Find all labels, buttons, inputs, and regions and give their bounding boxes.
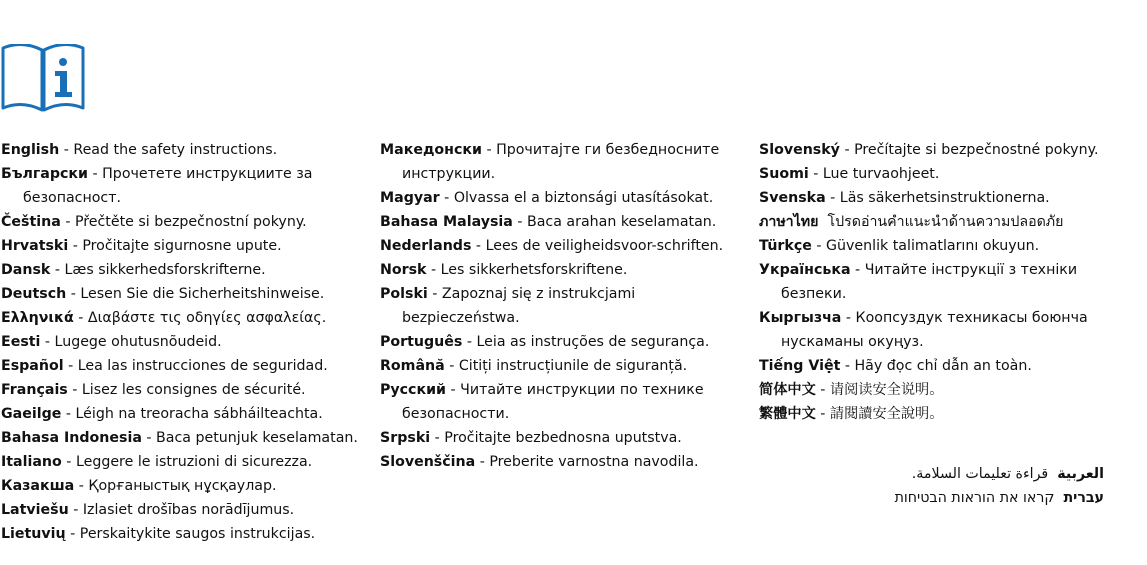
language-entry: Русский - Читайте инструкции по технике безопасности. bbox=[380, 382, 704, 422]
language-entry: English - Read the safety instructions. bbox=[1, 142, 278, 158]
language-entry: Latviešu - Izlasiet drošības norādījumus. bbox=[1, 502, 295, 518]
instruction-text: Prečítajte si bezpečnostné pokyny. bbox=[854, 142, 1099, 158]
language-entry bbox=[759, 210, 1139, 234]
language-entry: Македонски - Прочитајте ги безбедносните инструкции. bbox=[380, 142, 720, 182]
language-entry: 繁體中文 - 請閱讀安全說明。 bbox=[759, 406, 944, 422]
language-column-3 bbox=[759, 138, 1139, 426]
instruction-text: Hãy đọc chỉ dẫn an toàn. bbox=[854, 358, 1032, 374]
language-name: Français bbox=[1, 382, 68, 398]
language-entry: Ελληνικά - Διαβάστε τις οδηγίες ασφαλείας. bbox=[1, 310, 327, 326]
instruction-text: Les sikkerhetsforskriftene. bbox=[440, 262, 628, 278]
instruction-text: Läs säkerhetsinstruktionerna. bbox=[839, 190, 1050, 206]
language-entry: Suomi - Lue turvaohjeet. bbox=[759, 166, 940, 182]
language-entry: Română - Citiți instrucțiunile de siguranță. bbox=[380, 358, 688, 374]
language-entry: Bahasa Malaysia - Baca arahan keselamatan. bbox=[380, 214, 717, 230]
instruction-text: Leia as instruções de segurança. bbox=[476, 334, 710, 350]
language-entry: Dansk - Læs sikkerhedsforskrifterne. bbox=[1, 262, 266, 278]
instruction-text: Lisez les consignes de sécurité. bbox=[81, 382, 306, 398]
language-name: Lietuvių bbox=[1, 526, 66, 542]
language-entry: Кыргызча - Коопсуздук техникасы боюнча нускаманы окуңуз. bbox=[759, 310, 1088, 350]
language-name: Español bbox=[1, 358, 64, 374]
language-name: 繁體中文 bbox=[759, 406, 816, 422]
language-entry: Hrvatski - Pročitajte sigurnosne upute. bbox=[1, 238, 282, 254]
language-name: Türkçe bbox=[759, 238, 812, 254]
instruction-text: Olvassa el a biztonsági utasításokat. bbox=[453, 190, 714, 206]
language-name: עברית bbox=[1063, 490, 1104, 506]
language-entry: Slovenský - Prečítajte si bezpečnostné pokyny. bbox=[759, 142, 1099, 158]
language-entry: Srpski - Pročitajte bezbednosna uputstva. bbox=[380, 430, 682, 446]
language-entry: Français - Lisez les consignes de sécurité. bbox=[1, 382, 306, 398]
language-entry: Tiếng Việt - Hãy đọc chỉ dẫn an toàn. bbox=[759, 358, 1032, 374]
instruction-text: 請閱讀安全說明。 bbox=[829, 406, 944, 422]
language-name: Polski bbox=[380, 286, 428, 302]
instruction-text: Preberite varnostna navodila. bbox=[489, 454, 699, 470]
language-entry: Svenska - Läs säkerhetsinstruktionerna. bbox=[759, 190, 1050, 206]
language-name: Norsk bbox=[380, 262, 427, 278]
language-entry: Polski - Zapoznaj się z instrukcjami bezpieczeństwa. bbox=[380, 286, 636, 326]
language-column-2 bbox=[380, 138, 750, 474]
language-entry-hebrew bbox=[895, 486, 1104, 510]
language-name: Dansk bbox=[1, 262, 51, 278]
language-name: Srpski bbox=[380, 430, 431, 446]
language-name: Slovenščina bbox=[380, 454, 476, 470]
language-name: Українська bbox=[759, 262, 851, 278]
instruction-text: Прочитајте ги безбедносните инструкции. bbox=[402, 142, 720, 182]
language-name: Македонски bbox=[380, 142, 482, 158]
instruction-text: Léigh na treoracha sábháilteachta. bbox=[75, 406, 323, 422]
instruction-text: Güvenlik talimatlarını okuyun. bbox=[826, 238, 1040, 254]
language-entry: Gaeilge - Léigh na treoracha sábháilteachta. bbox=[1, 406, 323, 422]
language-name: Hrvatski bbox=[1, 238, 69, 254]
language-entry: Lietuvių - Perskaitykite saugos instrukcijas. bbox=[1, 526, 316, 542]
instruction-text: Читайте інструкції з техніки безпеки. bbox=[781, 262, 1078, 302]
instruction-text: Коопсуздук техникасы боюнча нускаманы окуңуз. bbox=[781, 310, 1088, 350]
instruction-text: Lea las instrucciones de seguridad. bbox=[77, 358, 328, 374]
language-name: Slovenský bbox=[759, 142, 840, 158]
language-name: Ελληνικά bbox=[1, 310, 74, 326]
language-name: Казакша bbox=[1, 478, 75, 494]
instruction-text: Читайте инструкции по технике безопасности. bbox=[402, 382, 704, 422]
instruction-text: Read the safety instructions. bbox=[73, 142, 278, 158]
language-name: Deutsch bbox=[1, 286, 67, 302]
instruction-text: Қорғаныстық нұсқаулар. bbox=[88, 478, 277, 494]
instruction-text: Pročitajte sigurnosne upute. bbox=[82, 238, 282, 254]
language-entry: Bahasa Indonesia - Baca petunjuk keselamatan. bbox=[1, 430, 358, 446]
instruction-text: Zapoznaj się z instrukcjami bezpieczeństwa. bbox=[402, 286, 636, 326]
language-name: العربية bbox=[1057, 466, 1104, 482]
language-entry: Български - Прочетете инструкциите за безопасност. bbox=[1, 166, 313, 206]
instruction-text: קראו את הוראות הבטיחות bbox=[894, 490, 1055, 506]
info-manual-icon bbox=[0, 44, 86, 114]
language-entry: Slovenščina - Preberite varnostna navodila. bbox=[380, 454, 699, 470]
language-entry: 简体中文 - 请阅读安全说明。 bbox=[759, 382, 944, 398]
instruction-text: Perskaitykite saugos instrukcijas. bbox=[79, 526, 316, 542]
language-name: Română bbox=[380, 358, 445, 374]
language-entry: Казакша - Қорғаныстық нұсқаулар. bbox=[1, 478, 277, 494]
language-name: Gaeilge bbox=[1, 406, 62, 422]
instruction-text: قراءة تعليمات السلامة. bbox=[911, 466, 1049, 482]
language-name: Svenska bbox=[759, 190, 826, 206]
language-name: Русский bbox=[380, 382, 446, 398]
language-name: English bbox=[1, 142, 60, 158]
language-name: Кыргызча bbox=[759, 310, 842, 326]
language-name: Bahasa Indonesia bbox=[1, 430, 142, 446]
language-entry: Nederlands - Lees de veiligheidsvoor-schriften. bbox=[380, 238, 724, 254]
language-name: ภาษาไทย bbox=[759, 214, 819, 230]
instruction-text: Lugege ohutusnõudeid. bbox=[54, 334, 222, 350]
language-name: Suomi bbox=[759, 166, 809, 182]
instruction-text: Baca arahan keselamatan. bbox=[526, 214, 717, 230]
instruction-text: 请阅读安全说明。 bbox=[829, 382, 944, 398]
instruction-text: Прочетете инструкциите за безопасност. bbox=[23, 166, 313, 206]
language-entry: Português - Leia as instruções de segurança. bbox=[380, 334, 710, 350]
language-entry: Español - Lea las instrucciones de seguridad. bbox=[1, 358, 328, 374]
language-name: Português bbox=[380, 334, 463, 350]
language-entry: Magyar - Olvassa el a biztonsági utasításokat. bbox=[380, 190, 714, 206]
language-entry: Eesti - Lugege ohutusnõudeid. bbox=[1, 334, 222, 350]
instruction-text: Přečtěte si bezpečnostní pokyny. bbox=[74, 214, 307, 230]
language-name: Eesti bbox=[1, 334, 41, 350]
instruction-text: Izlasiet drošības norādījumus. bbox=[82, 502, 295, 518]
instruction-text: Leggere le istruzioni di sicurezza. bbox=[75, 454, 313, 470]
instruction-text: Pročitajte bezbednosna uputstva. bbox=[444, 430, 682, 446]
language-name: Italiano bbox=[1, 454, 62, 470]
language-name: 简体中文 bbox=[759, 382, 816, 398]
instruction-text: Lees de veiligheidsvoor-schriften. bbox=[485, 238, 724, 254]
language-entry: Norsk - Les sikkerhetsforskriftene. bbox=[380, 262, 628, 278]
language-name: Čeština bbox=[1, 214, 61, 230]
instruction-text: Διαβάστε τις οδηγίες ασφαλείας. bbox=[87, 310, 327, 326]
language-name: Български bbox=[1, 166, 88, 182]
instruction-text: Læs sikkerhedsforskrifterne. bbox=[64, 262, 266, 278]
instruction-text: Baca petunjuk keselamatan. bbox=[156, 430, 358, 446]
instruction-text: Citiți instrucțiunile de siguranță. bbox=[458, 358, 688, 374]
language-column-1 bbox=[1, 138, 366, 546]
language-entry: Italiano - Leggere le istruzioni di sicurezza. bbox=[1, 454, 313, 470]
language-entry: Deutsch - Lesen Sie die Sicherheitshinweise. bbox=[1, 286, 325, 302]
instruction-text: โปรดอ่านคำแนะนำด้านความปลอดภัย bbox=[827, 214, 1064, 230]
rtl-languages bbox=[895, 462, 1104, 510]
language-name: Latviešu bbox=[1, 502, 69, 518]
language-name: Nederlands bbox=[380, 238, 472, 254]
language-name: Tiếng Việt bbox=[759, 358, 841, 374]
instruction-text: Lue turvaohjeet. bbox=[822, 166, 940, 182]
language-entry: Українська - Читайте інструкції з техніки безпеки. bbox=[759, 262, 1078, 302]
language-entry: Čeština - Přečtěte si bezpečnostní pokyny. bbox=[1, 214, 307, 230]
language-entry-arabic bbox=[895, 462, 1104, 486]
language-name: Bahasa Malaysia bbox=[380, 214, 513, 230]
language-entry: Türkçe - Güvenlik talimatlarını okuyun. bbox=[759, 238, 1040, 254]
instruction-text: Lesen Sie die Sicherheitshinweise. bbox=[80, 286, 325, 302]
language-name: Magyar bbox=[380, 190, 440, 206]
